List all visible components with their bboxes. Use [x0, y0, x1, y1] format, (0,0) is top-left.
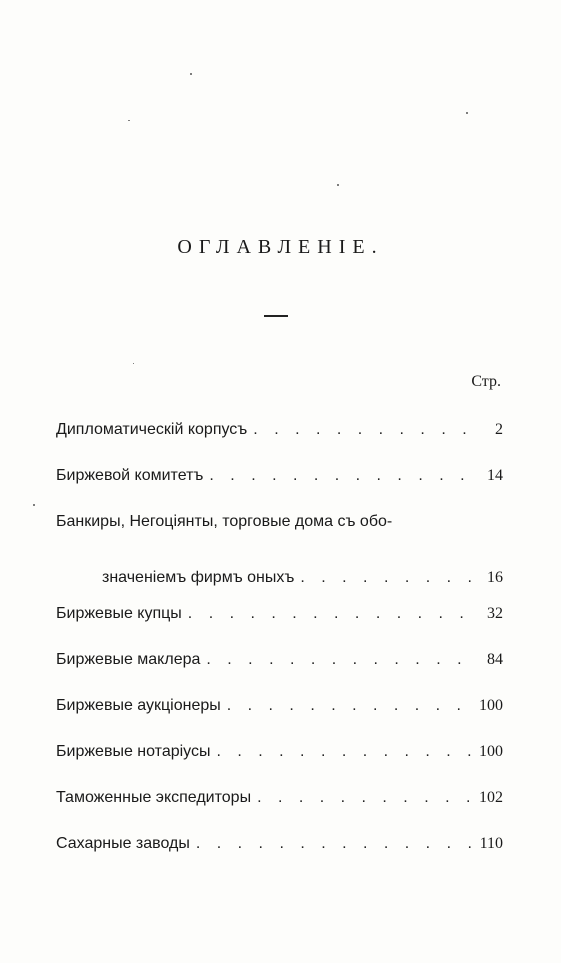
- print-speck: [190, 73, 192, 75]
- toc-entry-label: Биржевые маклера: [56, 651, 201, 668]
- toc-entry: [56, 504, 503, 596]
- dot-leader: [253, 412, 471, 448]
- toc-entry-page: 84: [487, 651, 503, 668]
- toc-entry-page: 16: [487, 569, 503, 586]
- dot-leader: [300, 560, 471, 596]
- toc-entry-page: 100: [479, 697, 503, 714]
- print-speck: [33, 504, 35, 506]
- dot-leader: [206, 642, 471, 678]
- toc-entry-label: Биржевые купцы: [56, 605, 182, 622]
- toc-entry: [56, 642, 503, 688]
- toc-entry-label: Биржевые нотаріусы: [56, 743, 211, 760]
- toc-entry-page: 100: [479, 743, 503, 760]
- toc-entry: [56, 734, 503, 780]
- print-speck: [337, 184, 339, 186]
- toc-entry: [56, 780, 503, 826]
- toc-entry-label-line1: Банкиры, Негоціянты, торговые дома съ обо-: [56, 513, 393, 530]
- dot-leader: [196, 826, 471, 862]
- toc-entry: [56, 458, 503, 504]
- print-speck: [466, 112, 468, 114]
- toc-entry-page: 102: [479, 789, 503, 806]
- toc-entry-page: 32: [487, 605, 503, 622]
- dot-leader: [257, 780, 471, 816]
- toc-entry: [56, 412, 503, 458]
- toc-entry: [56, 596, 503, 642]
- print-speck: [133, 363, 134, 364]
- toc-entry-label: Биржевой комитетъ: [56, 467, 204, 484]
- toc-entry-label: Таможенные экспедиторы: [56, 789, 252, 806]
- table-of-contents: [56, 412, 503, 872]
- dot-leader: [216, 734, 471, 770]
- toc-entry-label: Сахарные заводы: [56, 835, 190, 852]
- toc-entry-page: 14: [487, 467, 503, 484]
- toc-entry: [56, 826, 503, 872]
- title-rule: [264, 315, 288, 317]
- toc-entry-page: 110: [479, 835, 503, 852]
- toc-entry-label: Дипломатическій корпусъ: [56, 421, 248, 438]
- toc-entry-label: Биржевые аукціонеры: [56, 697, 221, 714]
- dot-leader: [227, 688, 471, 724]
- dot-leader: [188, 596, 471, 632]
- toc-entry-label: значеніемъ фирмъ оныхъ: [102, 569, 295, 586]
- toc-entry-page: 2: [495, 421, 503, 438]
- toc-entry: [56, 688, 503, 734]
- page-column-label: Стр.: [471, 373, 501, 390]
- dot-leader: [209, 458, 471, 494]
- page-title: ОГЛАВЛЕНІЕ.: [177, 236, 384, 258]
- print-speck: [128, 120, 130, 121]
